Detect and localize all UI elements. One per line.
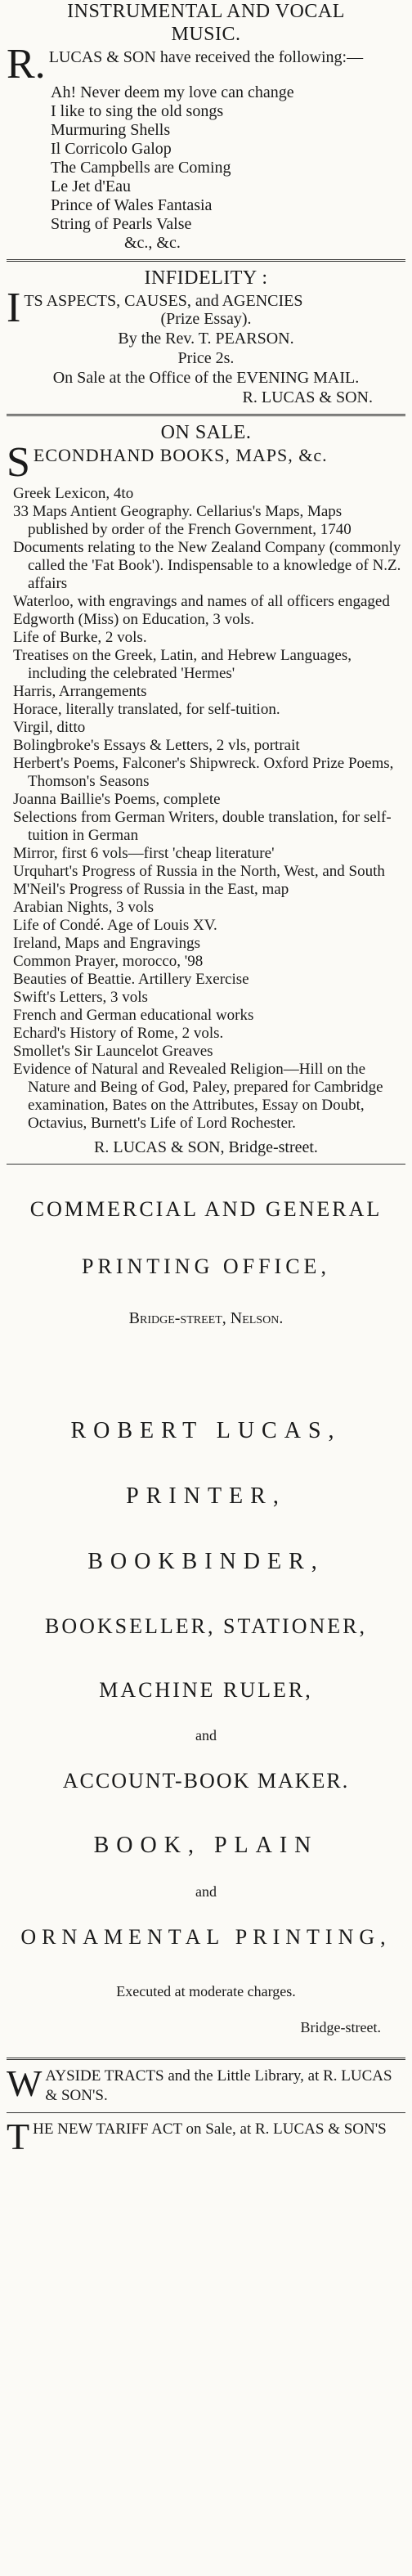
list-item: Beauties of Beattie. Artillery Exercise [13,971,249,988]
list-item: String of Pearls Valse [51,215,192,233]
list-item: I like to sing the old songs [51,102,224,120]
list-item: Ah! Never deem my love can change [51,83,294,101]
printing-office-advertisement [7,1165,405,2043]
music-lead-text: LUCAS & SON have received the following:— [48,48,364,66]
music-advertisement [7,0,405,259]
tariff-lead [7,2118,405,2156]
list-item: &c., &c. [124,234,181,252]
list-item: Swift's Letters, 3 vols [13,989,148,1006]
infidelity-advertisement [7,262,405,414]
music-lead [7,41,405,88]
music-title-second-line: MUSIC. [171,24,241,45]
printing-office-street: Bridge-street. [300,2019,381,2035]
wayside-tracts-advertisement [7,2060,405,2112]
infidelity-sale-location: On Sale at the Office of the EVENING MAIL. [52,369,360,387]
list-item: 33 Maps Antient Geography. Cellarius's Maps, Maps published by order of the French Government, 1740 [13,503,352,538]
tariff-lead-text: HE NEW TARIFF ACT on Sale, at R. LUCAS & SON'S [33,2120,387,2138]
list-item: Mirror, first 6 vols—first 'cheap literature' [13,845,275,862]
books-lead [7,439,405,486]
infidelity-author: By the Rev. T. PEARSON. [118,330,294,348]
list-item: Murmuring Shells [51,121,171,139]
printing-office-subheading: PRINTING OFFICE, [82,1254,330,1278]
list-item: Echard's History of Rome, 2 vols. [13,1025,224,1042]
list-item: Virgil, ditto [13,719,86,736]
list-item: Evidence of Natural and Revealed Religion—Hill on the Nature and Being of God, Paley, prepared for Cambridge examination, Bates on the Attributes, Essay on Doubt, Octavius, Burnett's Life of Lord Rochester. [13,1061,383,1132]
list-item: Il Corricolo Galop [51,140,172,158]
infidelity-title: INFIDELITY : [144,267,268,289]
proprietor-name: ROBERT LUCAS, [70,1418,342,1443]
trade-item: PRINTER, [126,1483,286,1509]
list-item: Life of Condé. Age of Louis XV. [13,917,217,934]
list-item: Prince of Wales Fantasia [51,196,213,214]
infidelity-lead-text: TS ASPECTS, CAUSES, and AGENCIES [24,292,303,310]
conjunction: and [195,1727,217,1744]
list-item: Treatises on the Greek, Latin, and Hebrew Languages, including the celebrated 'Hermes' [13,647,352,682]
trade-item: BOOK, PLAIN [93,1833,319,1858]
trade-item: BOOKSELLER, STATIONER, [45,1614,367,1638]
list-item: Harris, Arrangements [13,683,147,700]
conjunction: and [195,1883,217,1900]
list-item: Waterloo, with engravings and names of all officers engaged [13,593,390,610]
list-item: Horace, literally translated, for self-tuition. [13,701,280,718]
trade-item: ACCOUNT-BOOK MAKER. [62,1769,350,1793]
music-title: INSTRUMENTAL AND VOCAL [67,1,345,22]
executed-note: Executed at moderate charges. [116,1983,296,1999]
printing-office-heading: COMMERCIAL AND GENERAL [29,1197,383,1221]
books-lead-text: ECONDHAND BOOKS, MAPS, &c. [33,445,328,465]
dropcap: R. [7,41,46,88]
list-item: The Campbells are Coming [51,159,231,177]
infidelity-subtitle: (Prize Essay). [160,310,252,328]
list-item: Ireland, Maps and Engravings [13,935,200,952]
list-item: Documents relating to the New Zealand Company (commonly called the 'Fat Book'). Indispensable to a knowledge of N.Z. affairs [13,539,401,592]
music-list [7,83,405,253]
list-item: Herbert's Poems, Falconer's Shipwreck. Oxford Prize Poems, Thomson's Seasons [13,755,394,790]
printing-office-address: Bridge-street, Nelson. [128,1309,284,1327]
trade-item: MACHINE RULER, [99,1678,313,1702]
dropcap: I [7,285,21,331]
books-on-sale-advertisement [7,416,405,1164]
infidelity-seller: R. LUCAS & SON. [242,388,373,406]
infidelity-price: Price 2s. [177,349,235,367]
wayside-lead [7,2062,405,2106]
list-item: Urquhart's Progress of Russia in the North, West, and South [13,863,385,880]
books-list [7,485,405,1133]
trade-item: BOOKBINDER, [87,1549,325,1574]
books-title: ON SALE. [160,422,252,443]
dropcap: S [7,439,30,486]
list-item: Bolingbroke's Essays & Letters, 2 vls, portrait [13,737,300,754]
list-item: M'Neil's Progress of Russia in the East, map [13,881,289,898]
list-item: Joanna Baillie's Poems, complete [13,791,221,808]
list-item: Common Prayer, morocco, '98 [13,953,204,970]
list-item: Life of Burke, 2 vols. [13,629,147,646]
list-item: Edgworth (Miss) on Education, 3 vols. [13,611,255,628]
dropcap: W [7,2062,43,2104]
list-item: French and German educational works [13,1007,254,1024]
trade-item: ORNAMENTAL PRINTING, [20,1925,392,1949]
wayside-lead-text: AYSIDE TRACTS and the Little Library, at R. LUCAS & SON'S. [45,2067,392,2104]
list-item: Smollet's Sir Launcelot Greaves [13,1043,213,1060]
list-item: Arabian Nights, 3 vols [13,899,154,916]
books-seller: R. LUCAS & SON, Bridge-street. [94,1138,318,1156]
list-item: Selections from German Writers, double translation, for self-tuition in German [13,809,392,844]
dropcap: T [7,2116,30,2157]
tariff-act-advertisement [7,2113,405,2162]
list-item: Greek Lexicon, 4to [13,485,134,502]
list-item: Le Jet d'Eau [51,177,132,195]
